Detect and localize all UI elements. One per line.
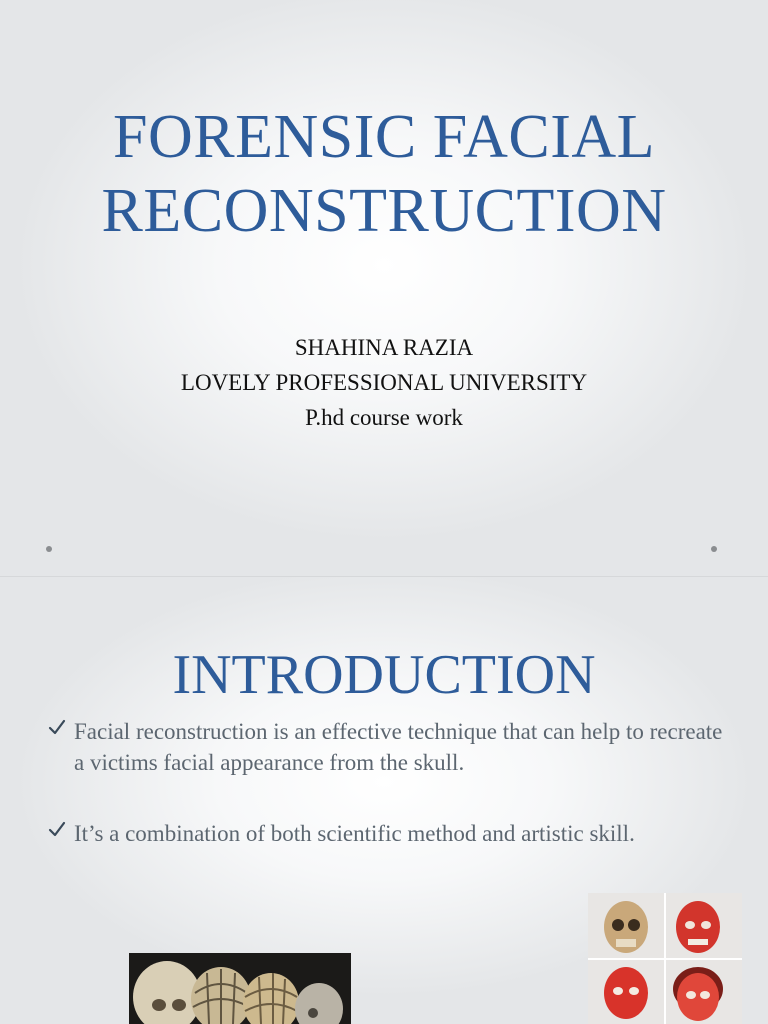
decorative-dot-right xyxy=(711,546,717,552)
reconstruction-stages-photo xyxy=(588,893,742,1024)
title-line-1: FORENSIC FACIAL xyxy=(112,103,656,171)
bullet-text: Facial reconstruction is an effective technique that can help to recreate a victims facial appearance from the skull. xyxy=(74,719,723,775)
checkmark-icon xyxy=(48,718,66,736)
affiliation: LOVELY PROFESSIONAL UNIVERSITY xyxy=(180,370,588,395)
slide-title xyxy=(0,100,768,248)
decorative-dot-left xyxy=(46,546,52,552)
slide-heading: INTRODUCTION xyxy=(172,644,596,706)
course-note: P.hd course work xyxy=(305,405,463,430)
bullet-text: It’s a combination of both scientific method and artistic skill. xyxy=(74,821,635,846)
checkmark-icon xyxy=(48,820,66,838)
bullet-item xyxy=(46,818,736,849)
title-line-2: RECONSTRUCTION xyxy=(101,177,667,245)
bullet-list xyxy=(46,716,736,889)
author-name: SHAHINA RAZIA xyxy=(294,335,474,360)
bullet-item xyxy=(46,716,736,778)
skulls-photo xyxy=(129,953,351,1024)
slide-subtitle xyxy=(0,330,768,435)
introduction-slide xyxy=(0,576,768,1024)
